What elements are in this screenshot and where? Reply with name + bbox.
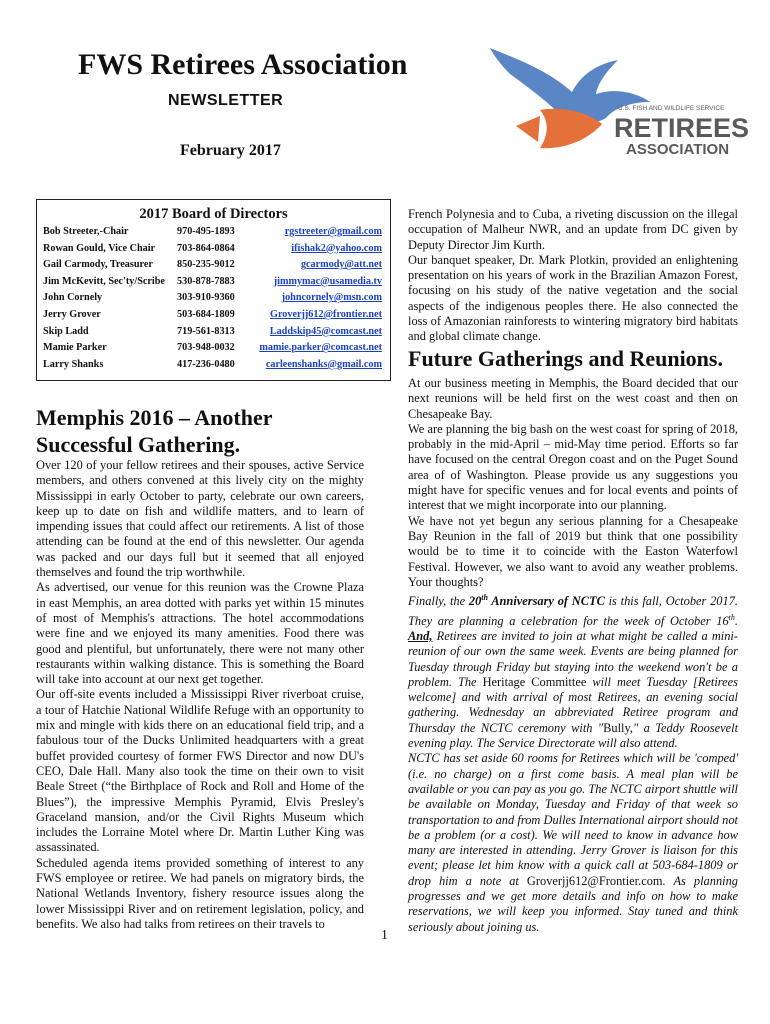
board-member-row — [43, 276, 382, 292]
board-of-directors-box — [36, 199, 391, 381]
continued-paragraph: Our banquet speaker, Dr. Mark Plotkin, provided an enlightening presentation on his years of work in the Brazilian Amazon Forest, focusing on his study of the native vegetation and the social aspects of the indigenous peoples there. He also connected the loss of Amazonian rainforests to wintering migratory bird habitats and global climate change. — [408, 252, 738, 344]
member-phone: 703-864-0864 — [177, 242, 235, 254]
memphis-heading: Memphis 2016 – Another Successful Gathering. — [36, 405, 273, 457]
future-paragraph: At our business meeting in Memphis, the Board decided that our next reunions will be held first on the west coast and then on Chesapeake Bay. — [408, 376, 738, 421]
future-gatherings-heading: Future Gatherings and Reunions. — [408, 346, 723, 371]
member-email-link[interactable]: jimmymac@usamedia.tv — [273, 275, 382, 287]
member-phone: 417-236-0480 — [177, 358, 235, 370]
member-email-link[interactable]: gcarmody@att.net — [300, 259, 382, 271]
future-paragraph: We are planning the big bash on the west coast for spring of 2018, probably in the mid-April – mid-May time period. Efforts so far have focused on the central Oregon coast and on the Puget Sound area of of Washington. Please provide us any suggestions you might have for specific venues and for local events and points of interest that we might incorporate into our planning. — [408, 421, 738, 513]
board-member-row — [43, 342, 382, 358]
member-name: John Cornely — [43, 292, 103, 304]
memphis-paragraph: Over 120 of your fellow retirees and their spouses, active Service members, and others convened at this lively city on the mighty Mississippi in early October to party, celebrate our own careers, keep up to date on fish and wildlife matters, and to learn of impending issues that could affect our retirements. A list of those attending can be found at the end of this newsletter. Our agenda was packed and our days full but it seemed that all enjoyed themselves and found the trip worthwhile. — [36, 458, 364, 580]
memphis-paragraph: Our off-site events included a Mississippi River riverboat cruise, a tour of Hatchie National Wildlife Refuge with an opportunity to mix and mingle with kids there on an educational field trip, and a fabulous tour of the Ducks Unlimited headquarters with a great buffet provided courtesy of former FWS Director and now DU's CEO, Dale Hall. Many also took the time on their own to visit Beale Street (“the Birthplace of Rock and Roll and Home of the Blues”), the impressive Memphis Pyramid, Elvis Presley's Graceland mansion, and/or the Civil Rights Museum which includes the Lorraine Motel where Dr. Martin Luther King was assassinated. — [36, 687, 364, 855]
future-paragraph: We have not yet begun any serious planning for a Chesapeake Bay Reunion in the fall of 2019 but think that one possibility would be to time it to coincide with the Easton Waterfowl Festival. However, we also want to avoid any weather problems. Your thoughts? — [408, 513, 738, 589]
memphis-article — [36, 458, 364, 932]
logo-word-association: ASSOCIATION — [626, 141, 730, 158]
member-email-link[interactable]: Laddskip45@comcast.net — [269, 325, 382, 337]
member-email-link[interactable]: ifishak2@yahoo.com — [291, 242, 382, 254]
member-phone: 970-495-1893 — [177, 226, 235, 237]
member-name: Jerry Grover — [43, 309, 101, 320]
member-phone: 703-948-0032 — [177, 342, 235, 354]
board-member-row — [43, 309, 382, 325]
member-phone: 850-235-9012 — [177, 259, 235, 271]
continued-paragraph: French Polynesia and to Cuba, a riveting discussion on the illegal occupation of Malheur NWR, and an update from DC given by Deputy Director Jim Kurth. — [408, 207, 738, 252]
member-email-link[interactable]: mamie.parker@comcast.net — [259, 342, 382, 354]
member-email-link[interactable]: Groverjj612@frontier.net — [270, 309, 382, 320]
newsletter-title: FWS Retirees Association — [78, 48, 408, 81]
member-phone: 303-910-9360 — [177, 292, 235, 304]
member-phone: 719-561-8313 — [177, 325, 235, 337]
member-email-link[interactable]: johncornely@msn.com — [281, 292, 382, 304]
member-phone: 503-684-1809 — [177, 309, 235, 320]
logo-word-retirees: RETIREES — [614, 113, 750, 143]
board-member-row — [43, 292, 382, 308]
memphis-article-continued — [408, 207, 738, 345]
issue-date: February 2017 — [180, 142, 281, 159]
retirees-association-logo — [480, 30, 750, 190]
member-name: Jim McKevitt, Sec'ty/Scribe — [43, 275, 165, 287]
member-email-link[interactable]: rgstreeter@gmail.com — [284, 226, 382, 237]
contact-email[interactable]: Groverjj612@Frontier.com — [526, 873, 663, 888]
member-name: Mamie Parker — [43, 342, 107, 354]
board-member-row — [43, 226, 382, 242]
nctc-anniversary-paragraph: Finally, the 20th Anniversary of NCTC is this fall, October 2017. They are planning a celebration for the week of October 16th. And, Retirees are invited to join at what might be called a mini-reunion of our own the same week. Events are being planned for Tuesday through Friday but staying into the weekend won't be a problem. The Heritage Committee will meet Tuesday [Retirees welcome] and with arrival of most Retirees, an evening social gathering. Wednesday an abbreviated Retiree program and Thursday the NCTC ceremony with "Bully," a Teddy Roosevelt evening play. The Service Directorate will also attend. — [408, 593, 739, 751]
board-member-row — [43, 326, 382, 342]
member-name: Skip Ladd — [43, 325, 89, 337]
member-email-link[interactable]: carleenshanks@gmail.com — [265, 358, 382, 370]
page-number: 1 — [381, 928, 388, 943]
member-name: Larry Shanks — [43, 358, 104, 370]
future-gatherings-article — [408, 376, 738, 935]
board-member-row — [43, 243, 382, 259]
logo-tagline: U.S. FISH AND WILDLIFE SERVICE — [618, 105, 725, 112]
member-name: Gail Carmody, Treasurer — [43, 259, 153, 271]
board-member-row — [43, 359, 382, 375]
board-member-row — [43, 259, 382, 275]
newsletter-label: NEWSLETTER — [168, 92, 284, 109]
member-name: Bob Streeter,-Chair — [43, 226, 129, 237]
memphis-paragraph: Scheduled agenda items provided something of interest to any FWS employee or retiree. We had panels on migratory birds, the National Wetlands Inventory, fishery resource issues along the lower Mississippi River and on retirement legislation, policy, and benefits. We also had talks from retirees on their travels to — [36, 855, 364, 931]
memphis-paragraph: As advertised, our venue for this reunion was the Crowne Plaza in east Memphis, an area dotted with parks yet within 15 minutes of most of Memphis's attractions. The hotel accommodations were fine and we enjoyed its many amenities. Food there was good and plentiful, but unfortunately, there were not many other restaurants within walking distance. This is something the Board will take into account at our next get together. — [36, 580, 364, 687]
board-title: 2017 Board of Directors — [139, 206, 288, 222]
member-phone: 530-878-7883 — [177, 275, 235, 287]
bird-fish-logo-icon — [480, 30, 750, 190]
member-name: Rowan Gould, Vice Chair — [43, 242, 156, 254]
nctc-rooms-paragraph: NCTC has set aside 60 rooms for Retirees which will be 'comped' (i.e. no charge) on a first come basis. A meal plan will be available or you can pay as you go. The NCTC airport shuttle will be available on Monday, Tuesday and Friday of that week so transportation to and from Dulles International airport should not be a problem (or a cost). We will need to know in advance how many are interested in attending. Jerry Grover is liaison for this event; please let him know with a quick call at 503-684-1809 or drop him a note at Groverjj612@Frontier.com. As planning progresses and we get more details and info on how to make reservations, we will keep you informed. Stay tuned and think seriously about joining us. — [408, 751, 738, 934]
